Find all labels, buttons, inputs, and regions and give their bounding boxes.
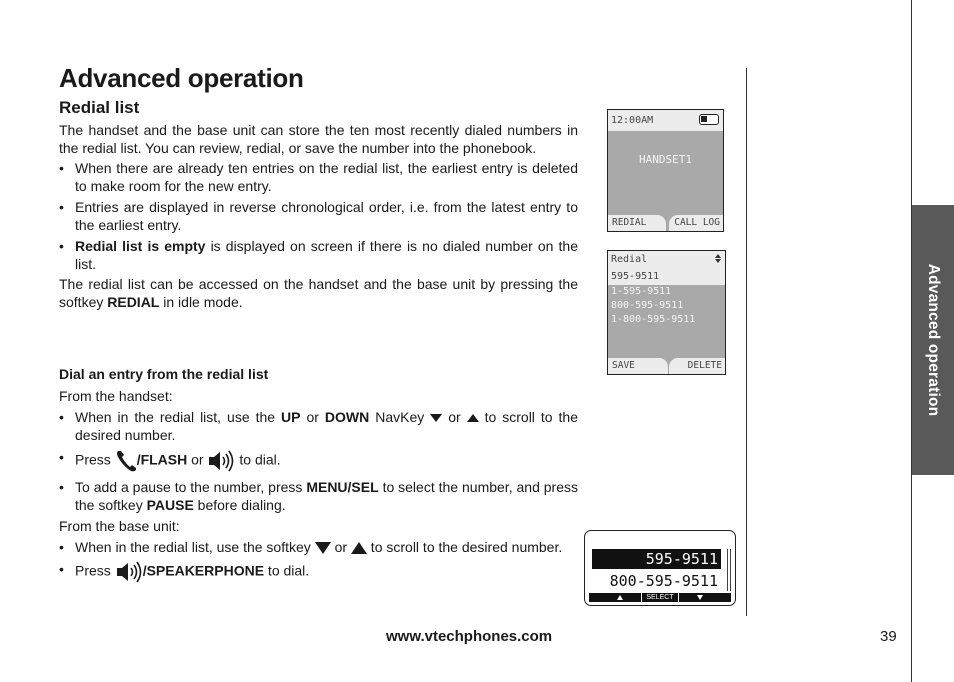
access-text-end: in idle mode. (159, 294, 243, 310)
bullet-item: • Entries are displayed in reverse chronological order, i.e. from the latest entry to the earliest entry. (59, 198, 578, 234)
redial-description (59, 121, 578, 311)
up-key-label: UP (281, 409, 301, 425)
up-arrow-icon (467, 414, 479, 422)
bullet-text: to scroll to the desired number. (75, 409, 579, 443)
down-softkey-icon (315, 542, 331, 554)
base-selected-entry: 595-9511 (592, 549, 721, 569)
flash-key-label: /FLASH (136, 451, 188, 468)
column-divider (746, 68, 747, 616)
down-arrow-icon (430, 414, 442, 422)
bullet-item (59, 478, 578, 514)
bullet-item (59, 448, 578, 474)
bullet-text: NavKey (369, 409, 431, 425)
dial-entry-heading: Dial an entry from the redial list (59, 366, 269, 382)
menu-sel-key-label: MENU/SEL (306, 479, 379, 495)
bullet-item (59, 538, 578, 556)
page-title: Advanced operation (59, 63, 304, 93)
redial-header: Redial (608, 251, 725, 269)
redial-entry: 800-595-9511 (611, 300, 684, 311)
from-base-label: From the base unit: (59, 518, 180, 534)
bullet-item (59, 408, 578, 444)
section-side-tab (912, 205, 954, 475)
handset-idle-screen (607, 109, 724, 232)
softkey-save: SAVE (608, 358, 668, 374)
pause-softkey-label: PAUSE (146, 497, 194, 513)
access-text: The redial list can be accessed on the handset and the base unit by pressing the softkey (59, 276, 578, 310)
softkey-redial: REDIAL (608, 215, 666, 231)
empty-message-label: Redial list is empty (75, 238, 206, 254)
bullet-text: When in the redial list, use the softkey (75, 539, 315, 555)
selected-entry: 595-9511 (608, 269, 725, 285)
bullet-item (59, 560, 578, 584)
intro-paragraph: The handset and the base unit can store the ten most recently dialed numbers in the redial list. You can review, redial, or save the number into the phonebook. (59, 122, 578, 156)
softkey-delete: DELETE (669, 358, 725, 374)
redial-softkey-label: REDIAL (107, 294, 160, 310)
clock-display: 12:00AM (608, 110, 723, 131)
bullet-text: before dialing. (193, 497, 286, 513)
down-softkey-icon (697, 595, 703, 600)
access-paragraph (59, 275, 578, 311)
from-handset-label: From the handset: (59, 388, 173, 404)
bullet-item: • When there are already ten entries on the redial list, the earliest entry is deleted to make room for the new entry. (59, 159, 578, 195)
dial-instructions (59, 387, 578, 584)
bullet-text: to dial. (264, 562, 310, 579)
speakerphone-icon (115, 560, 143, 584)
bullet-text: Press (75, 451, 115, 468)
bullet-text: When in the redial list, use the (75, 409, 282, 425)
base-entry: 800-595-9511 (609, 572, 718, 590)
bullet-text: to select the number, and press the softkey (75, 479, 578, 513)
battery-icon (699, 114, 719, 125)
bullet-text: to scroll to the desired number. (366, 539, 563, 555)
bullet-text: Press (75, 562, 115, 579)
speaker-icon (207, 449, 235, 473)
bullet-text: To add a pause to the number, press (75, 479, 307, 495)
redial-entry: 1-595-9511 (611, 286, 672, 297)
base-unit-screen (584, 530, 736, 606)
down-key-label: DOWN (324, 409, 370, 425)
bullet-text: or (300, 409, 325, 425)
select-softkey: SELECT (641, 593, 679, 602)
phone-handset-icon (115, 448, 137, 474)
bullet-item (59, 237, 578, 273)
bullet-text: or (330, 539, 351, 555)
base-softkey-bar (589, 593, 731, 602)
bullet-text: or (442, 409, 467, 425)
softkey-call-log: CALL LOG (669, 215, 723, 231)
softkey-bar (608, 215, 723, 231)
speakerphone-key-label: /SPEAKERPHONE (142, 562, 265, 579)
scrollbar-icon (727, 549, 731, 591)
redial-entry: 1-800-595-9511 (611, 314, 696, 325)
handset-redial-screen (607, 250, 726, 375)
footer-url: www.vtechphones.com (386, 628, 553, 645)
side-tab-label: Advanced operation (925, 263, 942, 417)
scroll-arrows-icon (715, 254, 721, 263)
up-softkey-icon (351, 542, 367, 554)
bullet-text: is displayed on screen if there is no dialed number on the list. (75, 238, 578, 272)
bullet-text: or (187, 451, 208, 468)
handset-name: HANDSET1 (639, 153, 692, 166)
section-title: Redial list (59, 98, 140, 117)
bullet-text: to dial. (235, 451, 281, 468)
page-number: 39 (880, 628, 897, 645)
up-softkey-icon (617, 595, 623, 600)
softkey-bar (608, 358, 725, 374)
